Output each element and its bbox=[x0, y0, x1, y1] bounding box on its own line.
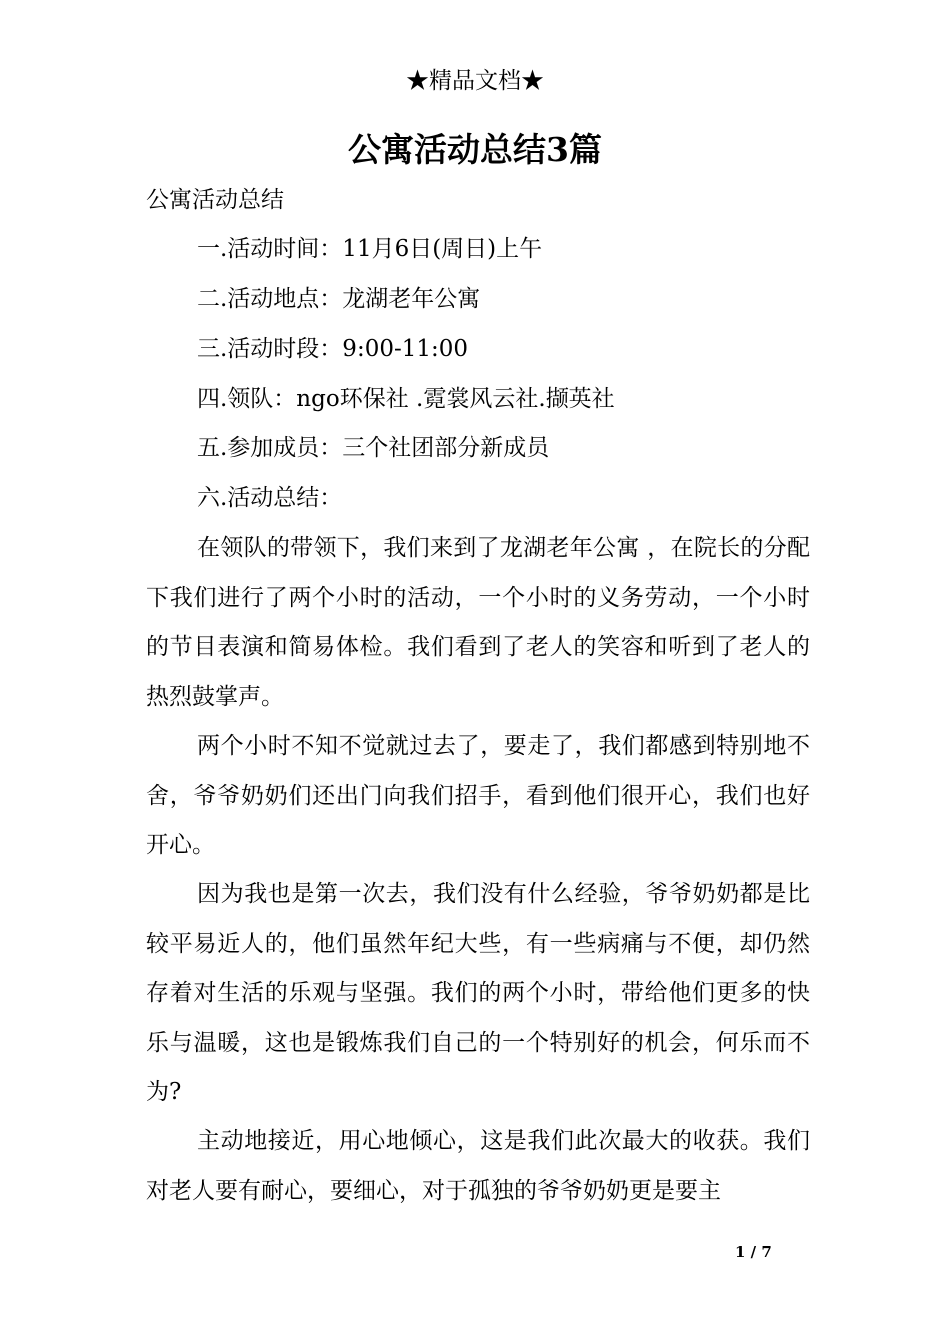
info-item-summary-heading: 六.活动总结： bbox=[197, 485, 343, 511]
document-subtitle: 公寓活动总结 bbox=[146, 187, 284, 213]
page-title: 公寓活动总结3篇 bbox=[348, 130, 602, 169]
paragraph-4: 主动地接近，用心地倾心，这是我们此次最大的收获。我们对老人要有耐心，要细心，对于孤独的爷爷奶奶更是要主 bbox=[146, 1128, 810, 1204]
info-item-members: 五.参加成员：三个社团部分新成员 bbox=[197, 435, 550, 461]
info-item-leaders: 四.领队：ngo环保社 .霓裳风云社.撷英社 bbox=[197, 386, 615, 412]
document-header: ★精品文档★ bbox=[406, 68, 544, 94]
paragraph-2: 两个小时不知不觉就过去了，要走了，我们都感到特别地不舍，爷爷奶奶们还出门向我们招手，看到他们很开心，我们也好开心。 bbox=[146, 733, 810, 858]
paragraph-3: 因为我也是第一次去，我们没有什么经验，爷爷奶奶都是比较平易近人的，他们虽然年纪大些，有一些病痛与不便，却仍然存着对生活的乐观与坚强。我们的两个小时，带给他们更多的快乐与温暖，这也是锻炼我们自己的一个特别好的机会，何乐而不为? bbox=[146, 881, 810, 1105]
info-item-location: 二.活动地点：龙湖老年公寓 bbox=[197, 286, 481, 312]
info-item-time: 一.活动时间：11月6日(周日)上午 bbox=[197, 236, 543, 262]
page-number: 1 / 7 bbox=[735, 1243, 772, 1261]
paragraph-1: 在领队的带领下，我们来到了龙湖老年公寓 ，在院长的分配下我们进行了两个小时的活动，一个小时的义务劳动，一个小时的节目表演和简易体检。我们看到了老人的笑容和听到了老人的热烈鼓掌声。 bbox=[146, 535, 810, 710]
info-item-period: 三.活动时段：9:00-11:00 bbox=[197, 336, 469, 362]
